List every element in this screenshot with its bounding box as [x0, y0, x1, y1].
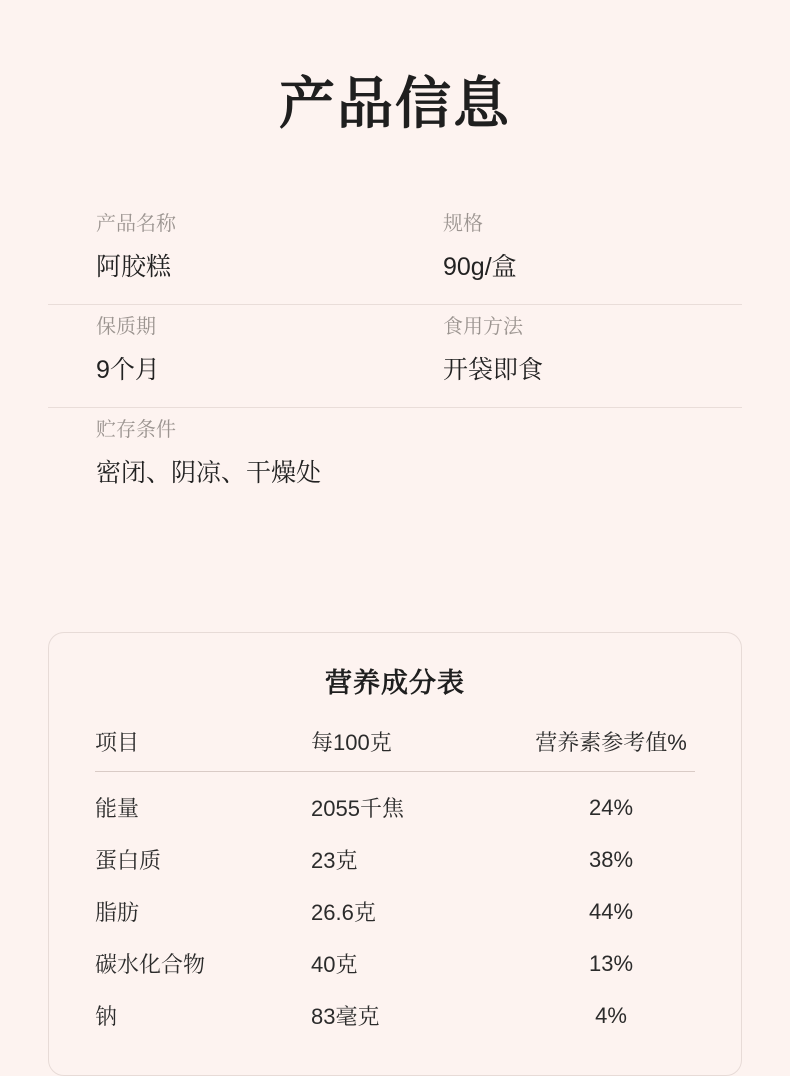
- info-label: 产品名称: [96, 213, 176, 236]
- cell-amount: 26.6克: [311, 900, 376, 925]
- cell-amount: 23克: [311, 848, 358, 873]
- info-row: [48, 408, 742, 510]
- cell-item: 蛋白质: [95, 848, 162, 873]
- table-header-row: [95, 726, 695, 772]
- info-cell-shelf-life: [48, 315, 395, 385]
- cell-item: 能量: [95, 796, 140, 821]
- info-row: [48, 305, 742, 408]
- column-header-nrv: 营养素参考值%: [527, 726, 695, 772]
- info-cell-product-name: [48, 212, 395, 282]
- table-row: [95, 989, 695, 1041]
- info-row: [48, 202, 742, 305]
- cell-item: 碳水化合物: [95, 952, 206, 977]
- cell-item: 钠: [95, 1004, 118, 1029]
- info-label: 食用方法: [443, 316, 523, 339]
- cell-item: 脂肪: [95, 900, 140, 925]
- cell-nrv: 4%: [595, 1002, 627, 1028]
- table-row: [95, 937, 695, 989]
- cell-nrv: 38%: [588, 846, 634, 872]
- info-cell-storage: [48, 418, 742, 488]
- nutrition-table: [95, 726, 695, 1041]
- nutrition-title: 营养成分表: [325, 668, 465, 698]
- info-value: 9个月: [96, 356, 160, 385]
- info-label: 规格: [443, 213, 483, 236]
- info-value: 密闭、阴凉、干燥处: [96, 459, 322, 488]
- info-label: 保质期: [96, 316, 156, 339]
- table-row: [95, 833, 695, 885]
- cell-nrv: 24%: [588, 794, 634, 820]
- info-value: 开袋即食: [443, 356, 544, 385]
- info-value: 阿胶糕: [96, 253, 172, 282]
- product-info-grid: [48, 202, 742, 510]
- cell-nrv: 44%: [588, 898, 634, 924]
- info-value: 90g/盒: [443, 253, 517, 282]
- info-label: 贮存条件: [96, 419, 176, 442]
- info-cell-specification: [395, 212, 742, 282]
- table-row: [95, 772, 695, 834]
- cell-amount: 83毫克: [311, 1004, 380, 1029]
- cell-amount: 40克: [311, 952, 358, 977]
- cell-amount: 2055千焦: [311, 796, 404, 821]
- nutrition-table-head: [95, 726, 695, 772]
- info-cell-usage: [395, 315, 742, 385]
- nutrition-card: [48, 632, 742, 1076]
- table-row: [95, 885, 695, 937]
- column-header-item: 项目: [95, 726, 311, 772]
- cell-nrv: 13%: [588, 950, 634, 976]
- page-title: 产品信息: [279, 72, 511, 135]
- column-header-per-100g: 每100克: [311, 726, 527, 772]
- nutrition-table-body: [95, 772, 695, 1042]
